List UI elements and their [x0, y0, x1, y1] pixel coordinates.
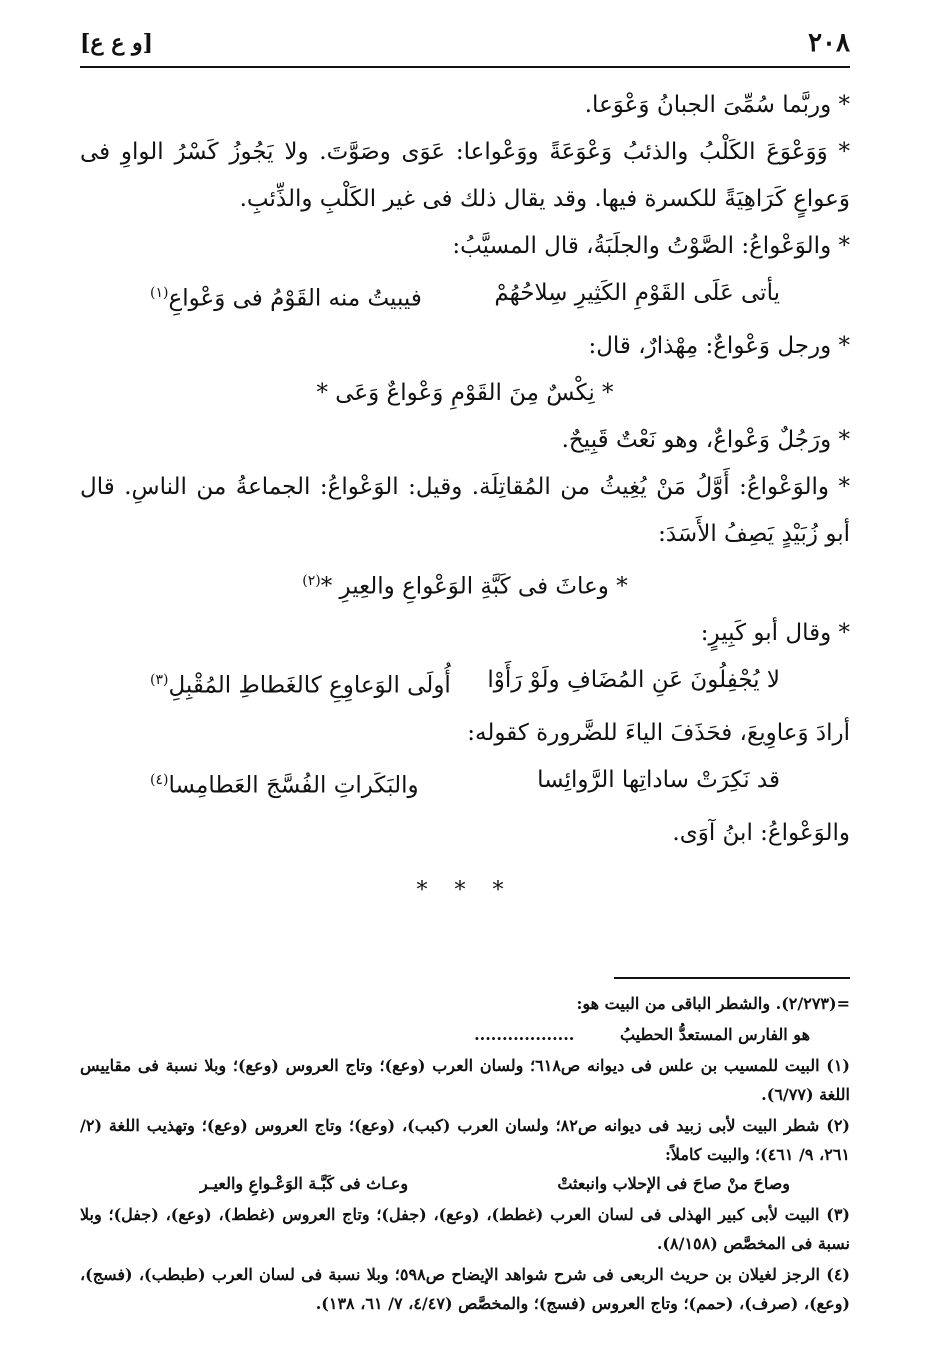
root-label: [و ع ع]	[80, 30, 154, 56]
verse-text: * وعاثَ فى كَبَّةِ الوَعْواعِ والعِيرِ *	[320, 573, 628, 600]
paragraph: * ورَجُلٌ وَعْواعٌ، وهو نَعْتٌ قَبِيحٌ.	[561, 426, 850, 453]
paragraph: * وقال أبو كَبِيرٍ:	[700, 620, 850, 647]
footnote: (٢) شطر البيت لأبى زبيد فى ديوانه ص٨٢؛ ولسان العرب (كبب)، (وعع)؛ وتاج العروس (وعع)؛ وتهذيب اللغة (٢/ ٢٦١، ٩/ ٤٦١)؛ والبيت كاملاً:	[80, 1116, 850, 1164]
footnote: (٤) الرجز لغيلان بن حريث الربعى فى شرح شواهد الإيضاح ص٥٩٨؛ وبلا نسبة فى لسان العرب (طبطب)، (فسج)، (وعع)، (صرف)، (حمم)؛ وتاج العروس (فسج)؛ والمخصَّص (٤/٤٧، ٧/ ٦١، ١٣٨).	[80, 1265, 850, 1313]
verse-first-hemistich: لا يُجْفِلُونَ عَنِ المُضَافِ ولَوْ رَأَوْا	[487, 667, 780, 694]
footnote-continuation: =(٢/٢٧٣). والشطر الباقى من البيت هو:	[576, 994, 850, 1013]
paragraph: * ورجل وَعْواعٌ: مِهْذارٌ، قال:	[588, 332, 850, 359]
paragraph: أرادَ وَعاوِيعَ، فحَذَفَ الياءَ للضَّرورة كقوله:	[467, 719, 850, 746]
verse-first-hemistich: يأتى عَلَى القَوْمِ الكَثِيرِ سِلاحُهُمْ	[494, 280, 780, 306]
verse-text: والبَكَراتِ الفُسَّجَ العَطامِسا	[168, 772, 419, 799]
book-page	[80, 22, 850, 1342]
footnote-verse	[80, 1169, 850, 1198]
footnote-rule	[614, 977, 850, 979]
poem-verse	[80, 757, 850, 810]
footnote-ref: (٤)	[150, 771, 169, 788]
footnote-verse	[80, 1020, 850, 1049]
poem-line: * نِكْسٌ مِنَ القَوْمِ وَعْواعٌ وَعَى *	[316, 379, 614, 406]
verse-second-hemistich: وعـاث فى كَبَّـة الوَعْـواعِ والعيـر	[200, 1174, 409, 1193]
verse-first-hemistich: وصاحَ منْ صاحَ فى الإحلاب وانبعثتْ	[557, 1174, 790, 1193]
verse-text: فيبيتُ منه القَوْمُ فى وَعْواعِ	[168, 285, 422, 312]
footnotes	[80, 987, 850, 1318]
paragraph: والوَعْواعُ: ابنُ آوَى.	[672, 819, 850, 846]
paragraph: * وَوَعْوَعَ الكَلْبُ والذئبُ وَعْوَعَةً ووَعْواعا: عَوَى وصَوَّتَ. ولا يَجُوزُ كَسْرُ الواوِ فى وَعواعٍ كَرَاهِيَةً للكسرة فيها. وقد يقال ذلك فى غير الكَلْبِ والذِّئبِ.	[80, 139, 850, 212]
footnote: (١) البيت للمسيب بن علس فى ديوانه ص٦١٨؛ ولسان العرب (وعع)؛ وتاج العروس (وعع)؛ وبلا نسبة فى مقاييس اللغة (٦/٧٧).	[80, 1056, 850, 1104]
footnote-ref: (١)	[150, 285, 169, 301]
footnote-ref: (٣)	[150, 672, 169, 689]
paragraph: * والوَعْواعُ: الصَّوْتُ والجلَبَةُ، قال المسيَّبُ:	[452, 233, 850, 259]
page-header	[80, 22, 850, 68]
main-text	[80, 82, 850, 914]
section-divider: * * *	[416, 877, 514, 903]
poem-line	[80, 558, 850, 611]
poem-verse	[80, 657, 850, 710]
verse-text: هو الفارس المستعدُّ الحطيبُ	[619, 1025, 810, 1044]
page-number: ٢٠٨	[808, 28, 850, 58]
footnote-ref: (٢)	[302, 572, 321, 589]
ellipsis-dots: ..................	[474, 1025, 575, 1044]
footnote: (٣) البيت لأبى كبير الهذلى فى لسان العرب (غطط)، (وعع)، (جفل)؛ وتاج العروس (غطط)، (وعع)، (جفل)؛ وبلا نسبة فى المخصَّص (٨/١٥٨).	[80, 1205, 850, 1253]
paragraph: * والوَعْواعُ: أَوَّلُ مَنْ يُغِيثُ من المُقاتِلَة. وقيل: الوَعْواعُ: الجماعةُ من الناسِ. قال أبو زُبَيْدٍ يَصِفُ الأَسَدَ:	[80, 473, 850, 547]
poem-verse	[80, 270, 850, 323]
paragraph: * وربَّما سُمِّىَ الجبانُ وَعْوَعا.	[584, 92, 850, 118]
verse-first-hemistich: قد نَكِرَتْ ساداتِها الرَّوائِسا	[537, 766, 780, 793]
verse-second-hemistich	[150, 657, 451, 710]
verse-text: أُولَى الوَعاوِعِ كالغَطاطِ المُقْبِلِ	[168, 672, 451, 699]
verse-second-hemistich	[150, 270, 422, 323]
verse-second-hemistich	[150, 757, 419, 810]
